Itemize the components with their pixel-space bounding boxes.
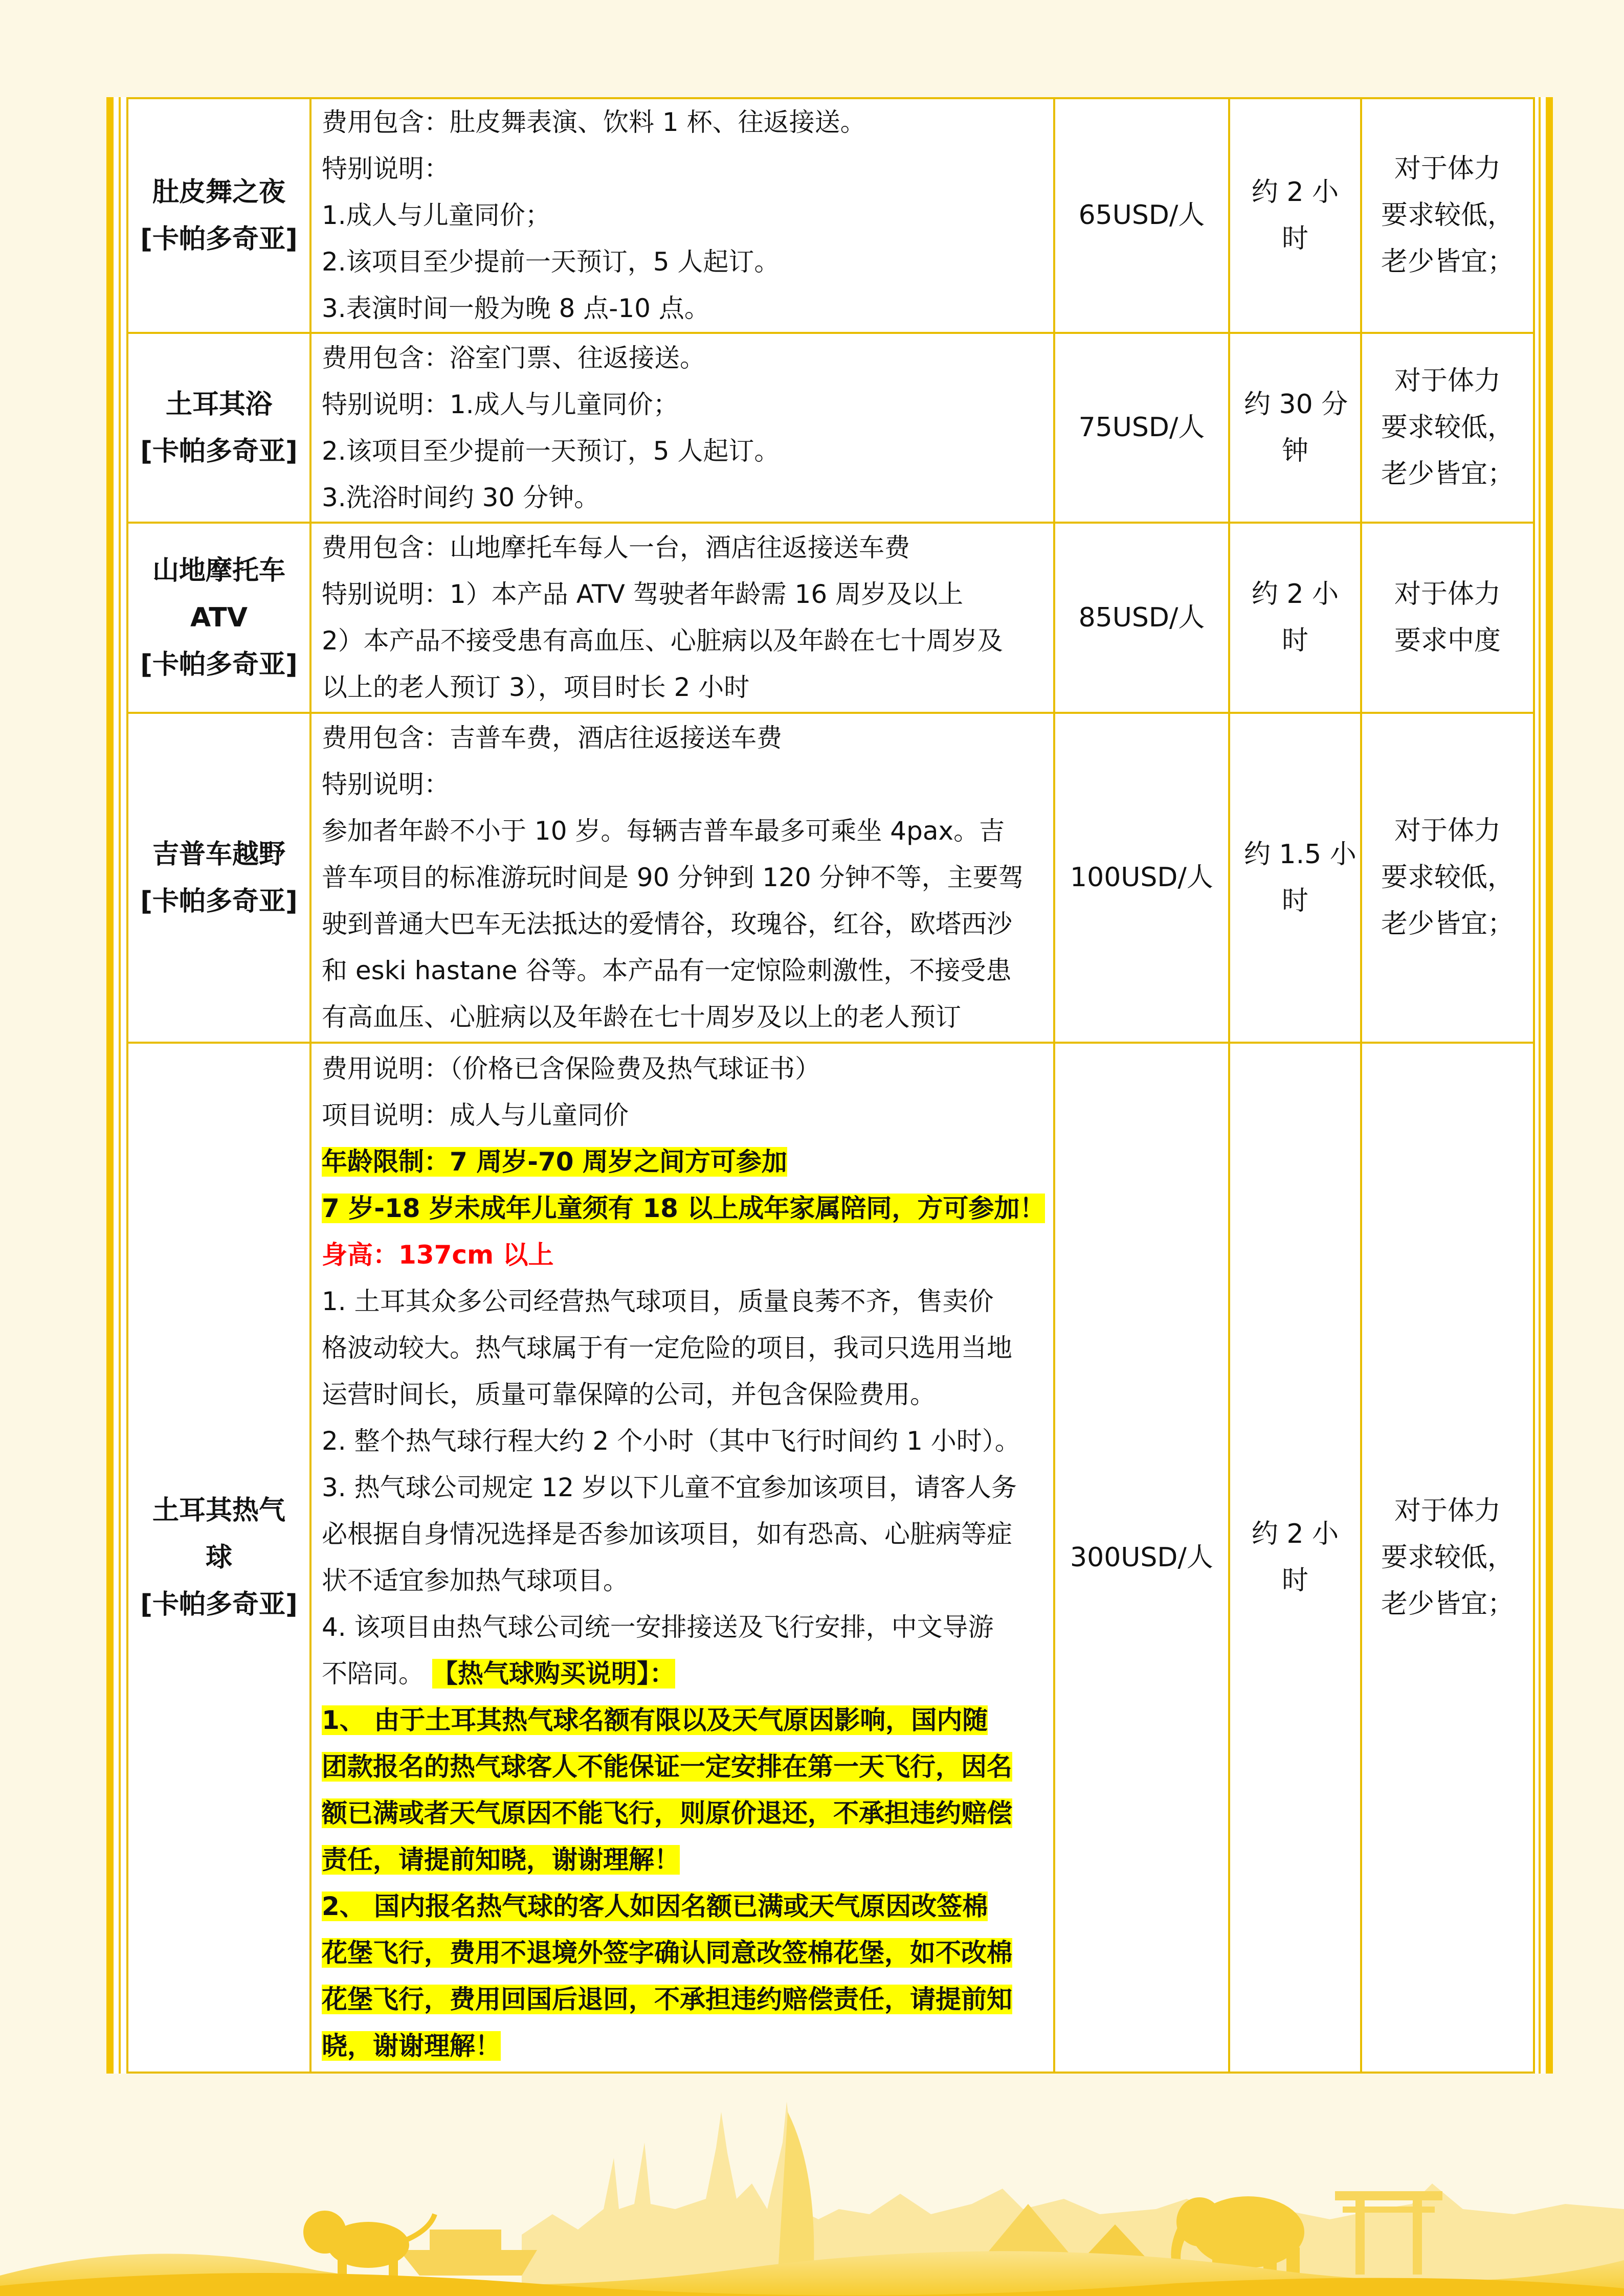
description-line: 状不适宜参加热气球项目。: [322, 1566, 629, 1595]
activity-fitness: 对于体力: [1394, 366, 1501, 396]
activity-duration: 约 2 小: [1251, 176, 1339, 208]
activity-price: 75USD/人: [1054, 333, 1229, 523]
activity-fitness-cell: [1361, 523, 1534, 713]
purchase-notice-line: 花堡飞行，费用回国后退回，不承担违约赔偿责任，请提前知: [322, 1985, 1012, 2014]
purchase-heading: 【热气球购买说明】：: [432, 1659, 675, 1689]
activity-description-cell: [310, 523, 1054, 713]
activity-fitness-cell: [1361, 1043, 1534, 2073]
activity-price: 65USD/人: [1054, 98, 1229, 333]
description-line: 特别说明：: [322, 770, 450, 799]
activity-fitness: 老少皆宜；: [1381, 459, 1514, 489]
activity-name-cell: [127, 523, 310, 713]
activity-name-cell: [127, 98, 310, 333]
activity-duration: 约 1.5 小: [1244, 839, 1356, 870]
activity-duration: 约 2 小: [1251, 1519, 1339, 1549]
lion-icon: [303, 2211, 435, 2281]
activity-fitness: 对于体力: [1394, 153, 1501, 184]
description-line: 费用包含：山地摩托车每人一台，酒店往返接送车费: [322, 533, 910, 562]
activity-price: 85USD/人: [1054, 523, 1229, 713]
minor-guardian-highlight: 7 岁-18 岁未成年儿童须有 18 以上成年家属陪同，方可参加！: [322, 1194, 1045, 1223]
description-line: 有高血压、心脏病以及年龄在七十周岁及以上的老人预订: [322, 1002, 961, 1032]
activity-fitness: 要求较低，: [1381, 200, 1514, 231]
description-line: 运营时间长，质量可靠保障的公司，并包含保险费用。: [322, 1380, 936, 1409]
activity-fitness: 对于体力: [1394, 579, 1501, 610]
description-line: 费用包含：吉普车费，酒店往返接送车费: [322, 723, 782, 753]
activity-duration-cell: [1229, 333, 1361, 523]
activity-duration: 钟: [1281, 435, 1308, 466]
description-line: 以上的老人预订 3），项目时长 2 小时: [322, 672, 750, 702]
description-line: 3.表演时间一般为晚 8 点-10 点。: [322, 294, 710, 323]
description-line: 费用包含：浴室门票、往返接送。: [322, 343, 705, 373]
description-line: 费用说明：（价格已含保险费及热气球证书）: [322, 1054, 820, 1084]
table-row: [127, 333, 1534, 523]
table-row: [127, 523, 1534, 713]
activity-duration: 约 2 小: [1251, 579, 1339, 610]
activity-location: [卡帕多奇亚]: [140, 1589, 298, 1620]
table-row: [127, 713, 1534, 1043]
activity-duration: 时: [1281, 223, 1308, 254]
activity-location: [卡帕多奇亚]: [140, 223, 298, 255]
description-line: 特别说明：1.成人与儿童同价；: [322, 389, 679, 419]
table-row: [127, 1043, 1534, 2073]
activity-duration-cell: [1229, 1043, 1361, 2073]
activities-table: [126, 97, 1535, 2074]
activity-name-cell: [127, 333, 310, 523]
purchase-notice-line: 晓，谢谢理解！: [322, 2031, 501, 2061]
age-limit-highlight: 年龄限制：7 周岁-70 周岁之间方可参加: [322, 1147, 787, 1177]
description-line: 必根据自身情况选择是否参加该项目，如有恐高、心脏病等症: [322, 1519, 1012, 1549]
activity-name: 土耳其浴: [165, 389, 272, 420]
activity-fitness: 要求较低，: [1381, 412, 1514, 443]
description-line: 1.成人与儿童同价；: [322, 200, 551, 230]
activity-duration-cell: [1229, 523, 1361, 713]
purchase-notice-line: 1、 由于土耳其热气球名额有限以及天气原因影响，国内随: [322, 1705, 988, 1735]
description-line: 格波动较大。热气球属于有一定危险的项目，我司只选用当地: [322, 1333, 1012, 1363]
activity-price: 100USD/人: [1054, 713, 1229, 1043]
purchase-notice-line: 花堡飞行，费用不退境外签字确认同意改签棉花堡，如不改棉: [322, 1938, 1012, 1968]
description-line: 3. 热气球公司规定 12 岁以下儿童不宜参加该项目，请客人务: [322, 1473, 1017, 1502]
activity-description-cell: [310, 333, 1054, 523]
activity-fitness: 要求较低，: [1381, 862, 1514, 893]
activity-fitness: 老少皆宜；: [1381, 246, 1514, 277]
activity-description-cell: [310, 98, 1054, 333]
activity-name-cell: [127, 1043, 310, 2073]
description-line: 1. 土耳其众多公司经营热气球项目，质量良莠不齐，售卖价: [322, 1287, 994, 1316]
description-line: 2.该项目至少提前一天预订，5 人起订。: [322, 436, 780, 466]
purchase-notice-line: 团款报名的热气球客人不能保证一定安排在第一天飞行，因名: [322, 1752, 1012, 1782]
activity-location: [卡帕多奇亚]: [140, 886, 298, 917]
activity-duration: 时: [1281, 885, 1308, 916]
purchase-notice-line: 责任，请提前知晓，谢谢理解！: [322, 1845, 680, 1875]
purchase-notice-line: 2、 国内报名热气球的客人如因名额已满或天气原因改签棉: [322, 1892, 988, 1921]
activity-fitness: 老少皆宜；: [1381, 909, 1514, 939]
activity-fitness: 老少皆宜；: [1381, 1588, 1514, 1619]
activity-fitness-cell: [1361, 98, 1534, 333]
description-line: 和 eski hastane 谷等。本产品有一定惊险刺激性，不接受患: [322, 956, 1012, 985]
description-line: 3.洗浴时间约 30 分钟。: [322, 482, 600, 512]
activity-name-cell: [127, 713, 310, 1043]
page-frame: [106, 97, 1553, 2074]
description-line: 2）本产品不接受患有高血压、心脏病以及年龄在七十周岁及: [322, 626, 1003, 656]
height-requirement: 身高：137cm 以上: [322, 1240, 554, 1270]
activity-fitness: 要求较低，: [1381, 1542, 1514, 1573]
activity-name: 山地摩托车: [152, 555, 285, 586]
description-line: 不陪同。: [322, 1659, 424, 1689]
activity-location: [卡帕多奇亚]: [140, 649, 298, 680]
purchase-notice-line: 额已满或者天气原因不能飞行，则原价退还，不承担违约赔偿: [322, 1798, 1012, 1828]
description-line: 普车项目的标准游玩时间是 90 分钟到 120 分钟不等，主要驾: [322, 863, 1024, 892]
activity-name: 球: [205, 1542, 232, 1573]
table-row: [127, 98, 1534, 333]
activity-name: 肚皮舞之夜: [152, 176, 285, 208]
activity-description-cell: [310, 713, 1054, 1043]
activity-name: ATV: [190, 602, 248, 633]
description-line: 4. 该项目由热气球公司统一安排接送及飞行安排，中文导游: [322, 1612, 994, 1642]
activity-duration-cell: [1229, 98, 1361, 333]
description-line: 特别说明：1）本产品 ATV 驾驶者年龄需 16 周岁及以上: [322, 579, 964, 609]
description-line: 2. 整个热气球行程大约 2 个小时（其中飞行时间约 1 小时）。: [322, 1426, 1020, 1456]
activity-fitness: 对于体力: [1394, 1495, 1501, 1526]
activity-fitness-cell: [1361, 713, 1534, 1043]
activity-fitness: 要求中度: [1394, 625, 1501, 656]
activity-price: 300USD/人: [1054, 1043, 1229, 2073]
activity-location: [卡帕多奇亚]: [140, 436, 298, 467]
description-line: 特别说明：: [322, 154, 450, 184]
activity-description-cell: [310, 1043, 1054, 2073]
activity-duration: 时: [1281, 1565, 1308, 1596]
activity-duration-cell: [1229, 713, 1361, 1043]
activity-duration: 时: [1281, 625, 1308, 656]
activity-fitness-cell: [1361, 333, 1534, 523]
activity-name: 吉普车越野: [152, 839, 285, 870]
description-line: 费用包含：肚皮舞表演、饮料 1 杯、往返接送。: [322, 107, 866, 137]
activity-name: 土耳其热气: [152, 1495, 285, 1526]
activity-duration: 约 30 分: [1244, 389, 1348, 420]
activity-fitness: 对于体力: [1394, 816, 1501, 846]
landmark-skyline-illustration: [0, 2081, 1624, 2296]
description-line: 2.该项目至少提前一天预订，5 人起订。: [322, 247, 780, 277]
description-line: 项目说明：成人与儿童同价: [322, 1100, 629, 1130]
description-line: 驶到普通大巴车无法抵达的爱情谷，玫瑰谷，红谷，欧塔西沙: [322, 909, 1012, 939]
description-line: 参加者年龄不小于 10 岁。每辆吉普车最多可乘坐 4pax。吉: [322, 816, 1005, 846]
